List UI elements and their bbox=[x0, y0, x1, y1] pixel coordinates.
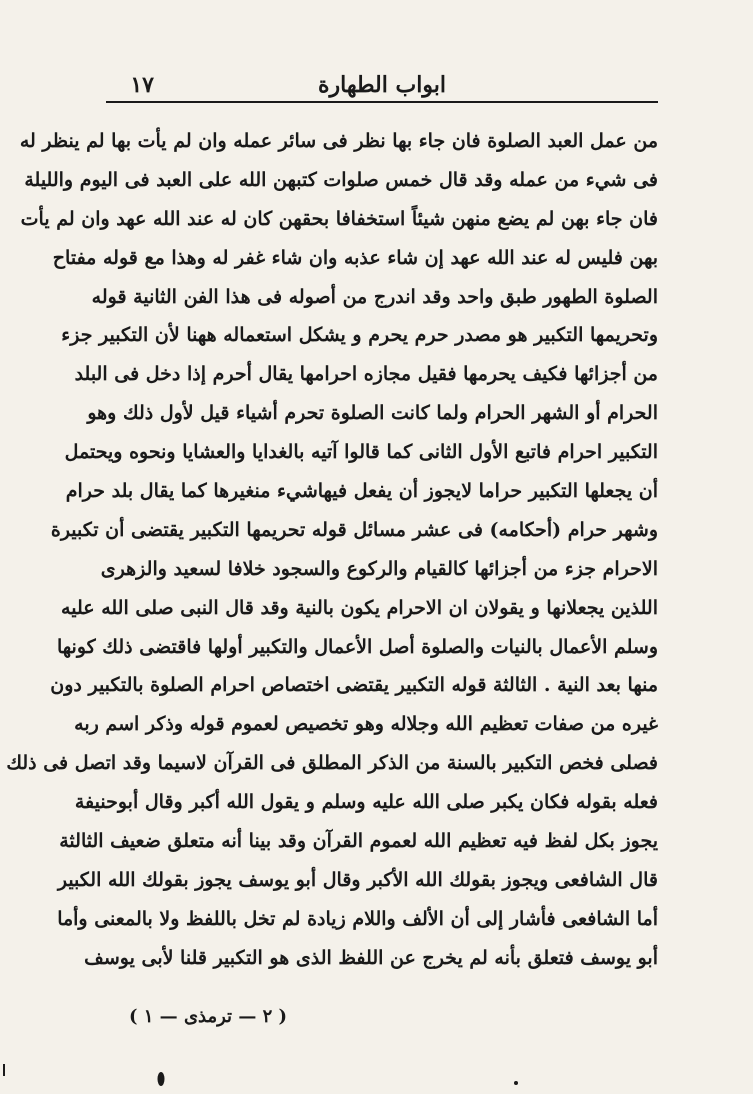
text-line: فصلى فخص التكبير بالسنة من الذكر المطلق فى القرآن لاسيما وقد اتصل فى ذلك bbox=[6, 752, 658, 775]
text-line: التكبير احرام فاتبع الأول الثانى كما قالوا آتيه بالغدايا والعشايا ونحوه ويحتمل bbox=[64, 441, 658, 464]
ink-speck bbox=[514, 1081, 518, 1085]
ink-speck bbox=[3, 1064, 5, 1076]
text-line: أن يجعلها التكبير حراما لايجوز أن يفعل فيهاشيء منغيرها كما يقال بلد حرام bbox=[65, 480, 658, 503]
text-line: منها بعد النية . الثالثة قوله التكبير يقتضى اختصاص احرام الصلوة بالتكبير دون bbox=[50, 674, 658, 697]
text-line: وسلم الأعمال بالنيات والصلوة أصل الأعمال والتكبير أولها فاقتضى ذلك كونها bbox=[57, 635, 658, 658]
text-line: الحرام أو الشهر الحرام ولما كانت الصلوة تحرم أشياء قيل لأول ذلك وهو bbox=[87, 402, 658, 425]
text-line: غيره من صفات تعظيم الله وجلاله وهو تخصيص لعموم قوله وذكر اسم ربه bbox=[74, 713, 658, 736]
text-line: الصلوة الطهور طبق واحد وقد اندرج من أصوله فى هذا الفن الثانية قوله bbox=[91, 285, 658, 308]
text-line: وتحريمها التكبير هو مصدر حرم يحرم و يشكل استعماله ههنا لأن التكبير جزء bbox=[61, 324, 658, 347]
text-line: بهن فليس له عند الله عهد إن شاء عذبه وان شاء غفر له وهذا مع قوله مفتاح bbox=[52, 246, 658, 269]
text-line: وشهر حرام (أحكامه) فى عشر مسائل قوله تحريمها التكبير يقتضى أن تكبيرة bbox=[50, 518, 658, 541]
text-line: فى شيء من عمله وقد قال خمس صلوات كتبهن الله على العبد فى اليوم والليلة bbox=[24, 168, 658, 191]
text-line: يجوز بكل لفظ فيه تعظيم الله لعموم القرآن وقد بينا أنه متعلق ضعيف الثالثة bbox=[59, 830, 658, 853]
footer-signature: ( ٢ — ترمذى — ١ ) bbox=[128, 1006, 288, 1027]
text-line: الاحرام جزء من أجزائها كالقيام والركوع والسجود خلافا لسعيد والزهرى bbox=[100, 557, 658, 580]
text-line: أما الشافعى فأشار إلى أن الألف واللام زيادة لم تخل باللفظ ولا بالمعنى وأما bbox=[57, 907, 658, 930]
text-line: من أجزائها فكيف يحرمها فقيل مجازه احرامها يقال أحرم إذا دخل فى البلد bbox=[74, 363, 658, 386]
page-number: ١٧ bbox=[130, 72, 154, 98]
text-line: فان جاء بهن لم يضع منهن شيئاً استخفافا بحقهن كان له عند الله عهد وان لم يأت bbox=[20, 207, 658, 230]
text-line: قال الشافعى ويجوز بقولك الله الأكبر وقال أبو يوسف يجوز بقولك الله الكبير bbox=[57, 868, 658, 891]
running-title: ابواب الطهارة bbox=[318, 72, 446, 98]
ink-speck bbox=[158, 1072, 165, 1086]
text-line: فعله بقوله فكان يكبر صلى الله عليه وسلم و يقول الله أكبر وقال أبوحنيفة bbox=[74, 791, 658, 814]
text-line: أبو يوسف فتعلق بأنه لم يخرج عن اللفظ الذى هو التكبير قلنا لأبى يوسف bbox=[84, 946, 658, 969]
text-line: من عمل العبد الصلوة فان جاء بها نظر فى سائر عمله وان لم يأت بها لم ينظر له bbox=[19, 130, 658, 152]
text-line: اللذين يجعلانها و يقولان ان الاحرام يكون بالنية وقد قال النبى صلى الله عليه bbox=[61, 596, 658, 619]
